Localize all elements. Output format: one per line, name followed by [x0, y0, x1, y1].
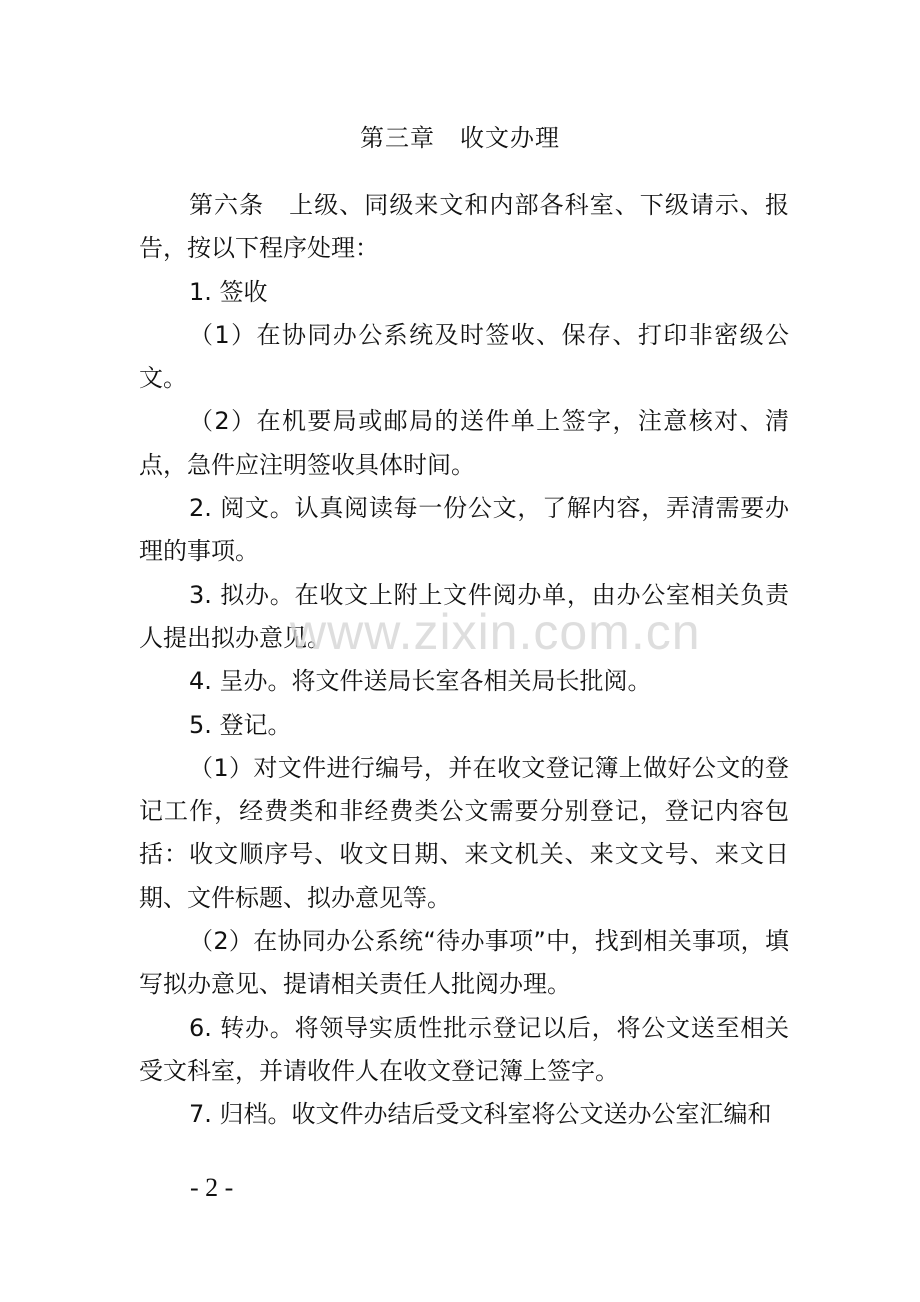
step-5-item-2: （2）在协同办公系统“待办事项”中，找到相关事项，填写拟办意见、提请相关责任人批阅办理。	[139, 927, 789, 999]
step-1-item-1: （1）在协同办公系统及时签收、保存、打印非密级公文。	[139, 320, 789, 393]
document-body	[139, 184, 789, 1137]
step-7-archive: 7. 归档。收文件办结后受文科室将公文送办公室汇编和	[189, 1100, 772, 1129]
step-5-heading: 5. 登记。	[189, 710, 292, 739]
watermark: www.zixin.com.cn	[290, 604, 701, 660]
step-1-heading: 1. 签收	[189, 277, 268, 306]
step-3-proposal: 3. 拟办。在收文上附上文件阅办单，由办公室相关负责人提出拟办意见。	[139, 580, 789, 652]
step-5-item-1: （1）对文件进行编号，并在收文登记簿上做好公文的登记工作，经费类和非经费类公文需要分别登记，登记内容包括：收文顺序号、收文日期、来文机关、来文文号、来文日期、文件标题、拟办意见等。	[139, 753, 789, 912]
article-6-intro: 第六条 上级、同级来文和内部各科室、下级请示、报告，按以下程序处理：	[139, 191, 789, 263]
step-4-submit: 4. 呈办。将文件送局长室各相关局长批阅。	[189, 667, 652, 696]
step-1-item-2: （2）在机要局或邮局的送件单上签字，注意核对、清点，急件应注明签收具体时间。	[139, 407, 789, 479]
step-6-transfer: 6. 转办。将领导实质性批示登记以后，将公文送至相关受文科室，并请收件人在收文登记簿上签字。	[139, 1013, 789, 1085]
step-2-reading: 2. 阅文。认真阅读每一份公文，了解内容，弄清需要办理的事项。	[139, 494, 789, 566]
chapter-title: 第三章 收文办理	[360, 124, 560, 152]
page-number: - 2 -	[190, 1173, 234, 1202]
